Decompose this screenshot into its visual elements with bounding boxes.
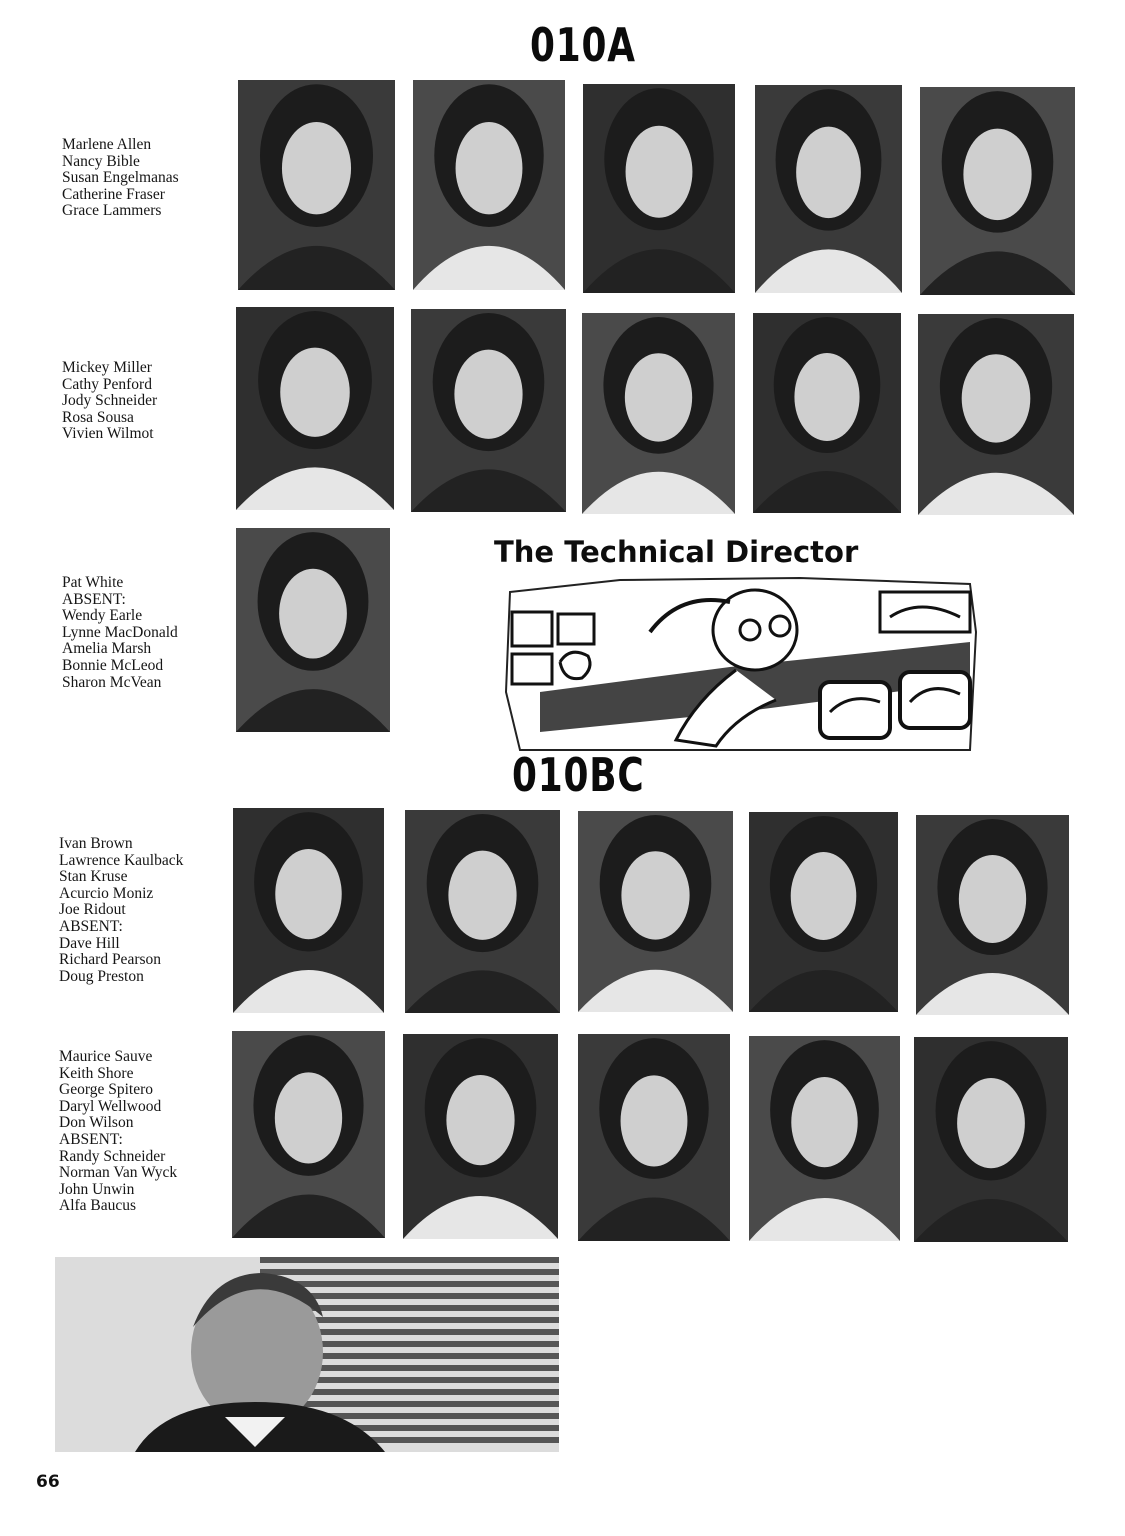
student-name: Don Wilson	[59, 1114, 134, 1132]
section-heading-010a: 010A	[530, 18, 636, 72]
student-name: Bonnie McLeod	[62, 656, 164, 674]
feature-title: The Technical Director	[494, 535, 859, 569]
technical-director-cartoon	[500, 572, 980, 754]
student-name: Joe Ridout	[59, 901, 126, 919]
student-portrait	[232, 1031, 385, 1238]
name-list	[59, 836, 183, 985]
student-portrait	[238, 80, 395, 290]
student-name: Doug Preston	[59, 967, 144, 985]
page-number: 66	[36, 1472, 60, 1492]
student-name: Pat White	[62, 574, 124, 591]
student-name: Nancy Bible	[62, 152, 140, 170]
student-name: John Unwin	[59, 1180, 135, 1198]
student-portrait	[749, 812, 898, 1012]
student-name: Lynne MacDonald	[62, 623, 178, 641]
student-portrait	[583, 84, 735, 293]
student-portrait	[755, 85, 902, 293]
student-name: George Spitero	[59, 1081, 153, 1099]
student-portrait	[233, 808, 384, 1013]
student-portrait	[411, 309, 566, 512]
absent-label: ABSENT:	[59, 1130, 123, 1148]
student-name: Susan Engelmanas	[62, 169, 179, 187]
student-name: Sharon McVean	[62, 673, 162, 691]
student-name: Wendy Earle	[62, 607, 143, 625]
absent-label: ABSENT:	[62, 590, 126, 608]
student-name: Ivan Brown	[59, 835, 133, 852]
student-portrait	[578, 811, 733, 1012]
student-portrait	[914, 1037, 1068, 1242]
student-name: Randy Schneider	[59, 1147, 166, 1165]
student-name: Jody Schneider	[62, 392, 158, 410]
teacher-photo	[55, 1257, 559, 1452]
student-portrait	[582, 313, 735, 514]
student-name: Lawrence Kaulback	[59, 851, 184, 869]
student-name: Grace Lammers	[62, 202, 162, 220]
section-heading-010bc: 010BC	[512, 748, 645, 802]
name-list	[62, 575, 178, 691]
student-name: Acurcio Moniz	[59, 884, 154, 902]
student-portrait	[749, 1036, 900, 1241]
student-name: Stan Kruse	[59, 868, 128, 886]
student-name: Maurice Sauve	[59, 1048, 153, 1065]
student-name: Norman Van Wyck	[59, 1164, 178, 1182]
student-portrait	[918, 314, 1074, 515]
name-list	[62, 137, 179, 220]
student-portrait	[916, 815, 1069, 1015]
student-portrait	[403, 1034, 558, 1239]
student-portrait	[920, 87, 1075, 295]
student-name: Amelia Marsh	[62, 640, 152, 658]
student-portrait	[405, 810, 560, 1013]
student-name: Mickey Miller	[62, 359, 152, 376]
student-name: Daryl Wellwood	[59, 1097, 162, 1115]
student-name: Dave Hill	[59, 934, 120, 952]
absent-label: ABSENT:	[59, 917, 123, 935]
student-name: Alfa Baucus	[59, 1197, 137, 1215]
student-portrait	[236, 307, 394, 510]
name-list	[59, 1049, 177, 1215]
student-name: Richard Pearson	[59, 951, 162, 969]
student-portrait	[753, 313, 901, 513]
name-list	[62, 360, 157, 443]
student-name: Cathy Penford	[62, 375, 152, 393]
student-name: Vivien Wilmot	[62, 425, 154, 443]
student-portrait	[578, 1034, 730, 1241]
student-portrait	[236, 528, 390, 732]
student-name: Marlene Allen	[62, 136, 152, 153]
student-name: Rosa Sousa	[62, 408, 134, 426]
student-name: Keith Shore	[59, 1064, 134, 1082]
student-portrait	[413, 80, 565, 290]
student-name: Catherine Fraser	[62, 185, 165, 203]
